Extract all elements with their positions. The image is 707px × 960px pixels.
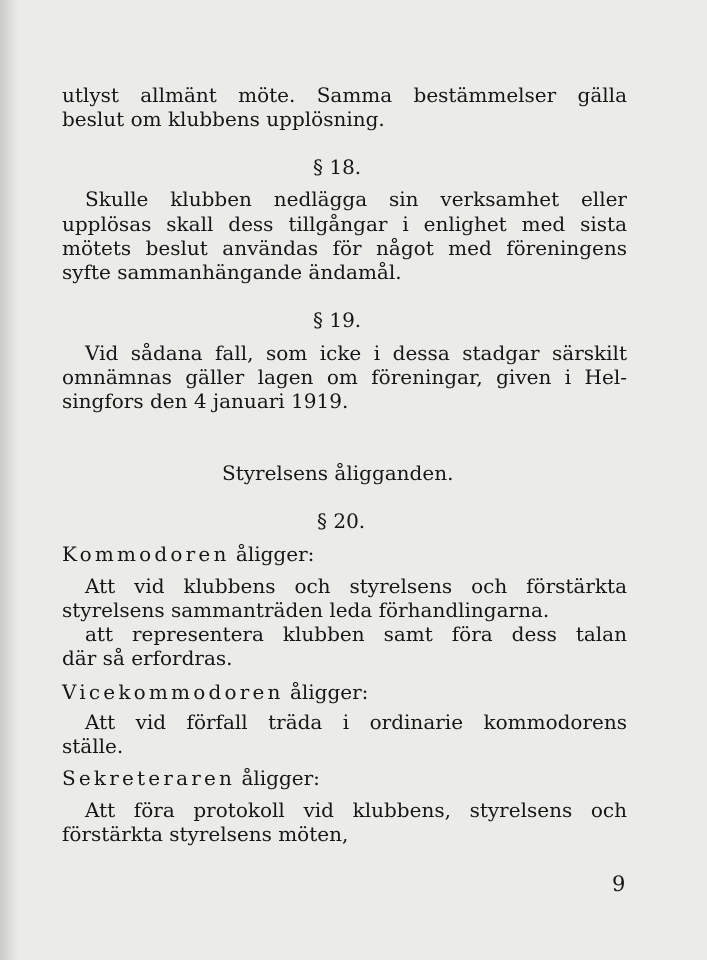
text-line: ställe. xyxy=(62,734,124,758)
text-line: att representera klubben samt föra dess talan xyxy=(85,622,627,646)
text-line: utlyst allmänt möte. Samma bestämmelser gälla xyxy=(62,83,627,107)
role-heading-vicekommodoren xyxy=(62,680,627,704)
text-line: syfte sammanhängande ändamål. xyxy=(62,260,402,284)
role-name: Vicekommodoren xyxy=(62,680,284,704)
text-line: förstärkta styrelsens möten, xyxy=(62,822,349,846)
text-line: Skulle klubben nedlägga sin verksamhet eller xyxy=(85,187,627,211)
role-name: Kommodoren xyxy=(62,542,230,566)
text-line: Att föra protokoll vid klubbens, styrelsens och xyxy=(85,798,627,822)
role-heading-sekreteraren xyxy=(62,766,627,790)
text-line: beslut om klubbens upplösning. xyxy=(62,107,385,131)
role-suffix: åligger: xyxy=(235,542,315,566)
role-name: Sekreteraren xyxy=(62,766,236,790)
text-line: styrelsens sammanträden leda förhandlingarna. xyxy=(62,598,550,622)
section-heading-18: § 18. xyxy=(313,155,362,179)
text-line: upplösas skall dess tillgångar i enlighet med sista xyxy=(62,212,627,236)
page-edge-shadow xyxy=(0,0,18,960)
text-line: mötets beslut användas för något med föreningens xyxy=(62,236,627,260)
text-line: Att vid förfall träda i ordinarie kommodorens xyxy=(85,710,627,734)
role-suffix: åligger: xyxy=(289,680,369,704)
text-line: där så erfordras. xyxy=(62,646,233,670)
section-heading-20: § 20. xyxy=(317,509,366,533)
text-line: Att vid klubbens och styrelsens och förstärkta xyxy=(85,574,627,598)
chapter-heading: Styrelsens åligganden. xyxy=(222,461,454,485)
text-line: singfors den 4 januari 1919. xyxy=(62,389,349,413)
role-heading-kommodoren xyxy=(62,542,627,566)
page-number: 9 xyxy=(612,872,626,896)
role-suffix: åligger: xyxy=(241,766,320,790)
text-line: Vid sådana fall, som icke i dessa stadgar särskilt xyxy=(85,341,627,365)
text-line: omnämnas gäller lagen om föreningar, given i Hel- xyxy=(62,365,627,389)
section-heading-19: § 19. xyxy=(313,308,362,332)
